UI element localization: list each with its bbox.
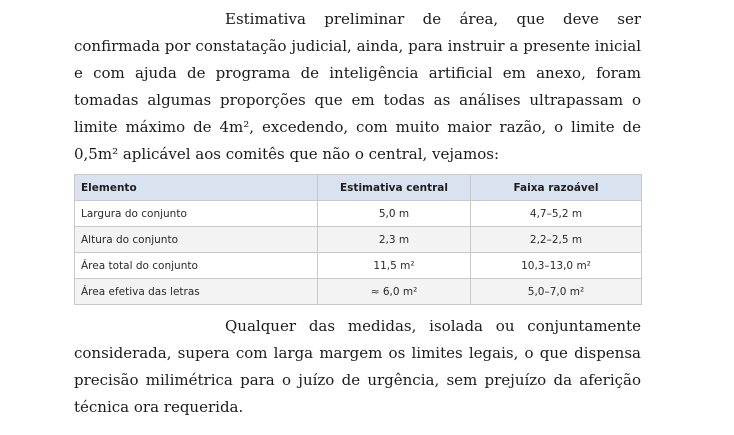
cell-element: Área total do conjunto bbox=[75, 253, 318, 279]
cell-reasonable-range: 5,0–7,0 m² bbox=[471, 279, 642, 305]
cell-central-estimate: 11,5 m² bbox=[318, 253, 471, 279]
cell-central-estimate: ≈ 6,0 m² bbox=[318, 279, 471, 305]
cell-element: Largura do conjunto bbox=[75, 201, 318, 227]
paragraph-conclusion: Qualquer das medidas, isolada ou conjuntamente considerada, supera com larga margem os limites legais, o que dispensa precisão milimétrica para o juízo de urgência, sem prejuízo da aferição técnica ora requerida. bbox=[74, 317, 641, 416]
paragraph-intro: Estimativa preliminar de área, que deve ser confirmada por constatação judicial, ainda, para instruir a presente inicial e com ajuda de programa de inteligência artificial em anexo, foram tomadas algumas proporções que em todas as análises ultrapassam o limite máximo de 4m², excedendo, com muito maior razão, o limite de 0,5m² aplicável aos comitês que não o central, vejamos: bbox=[74, 10, 641, 163]
table-header-row bbox=[75, 175, 642, 201]
document-page bbox=[74, 0, 641, 421]
cell-element: Altura do conjunto bbox=[75, 227, 318, 253]
header-element: Elemento bbox=[75, 175, 318, 201]
cell-reasonable-range: 2,2–2,5 m bbox=[471, 227, 642, 253]
cell-central-estimate: 5,0 m bbox=[318, 201, 471, 227]
cell-element: Área efetiva das letras bbox=[75, 279, 318, 305]
cell-reasonable-range: 10,3–13,0 m² bbox=[471, 253, 642, 279]
table-row bbox=[75, 279, 642, 305]
table-row bbox=[75, 201, 642, 227]
area-estimate-table bbox=[74, 174, 642, 305]
header-reasonable-range: Faixa razoável bbox=[471, 175, 642, 201]
header-central-estimate: Estimativa central bbox=[318, 175, 471, 201]
table-row bbox=[75, 253, 642, 279]
cell-central-estimate: 2,3 m bbox=[318, 227, 471, 253]
cell-reasonable-range: 4,7–5,2 m bbox=[471, 201, 642, 227]
table-row bbox=[75, 227, 642, 253]
